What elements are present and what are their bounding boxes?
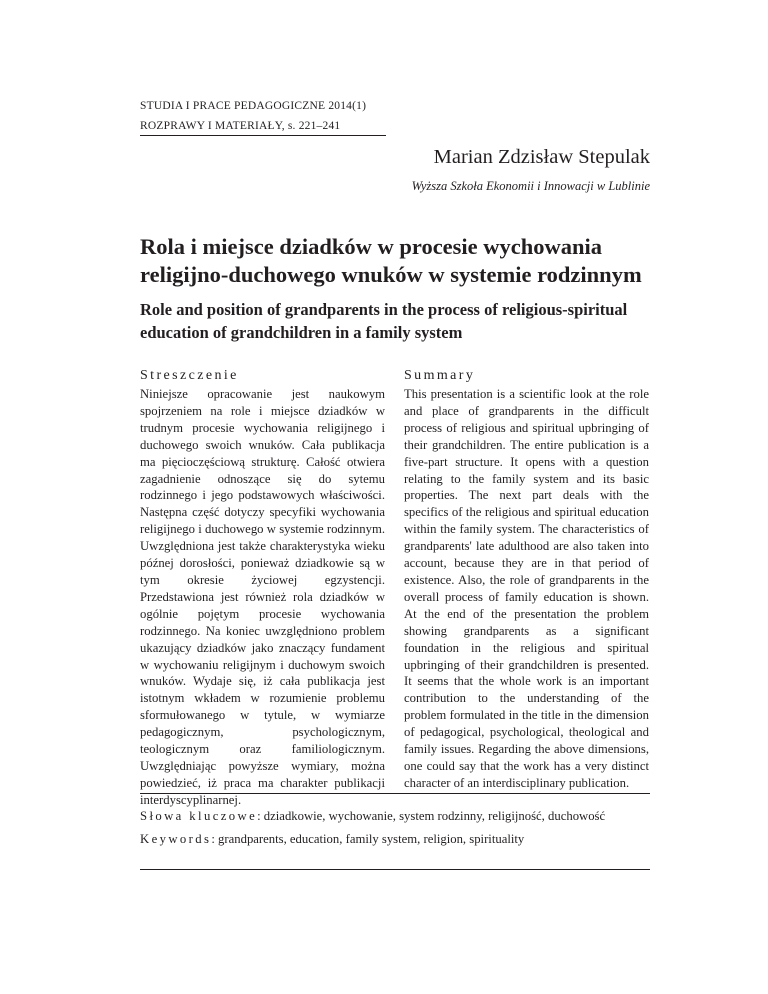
title-polish: Rola i miejsce dziadków w procesie wychowania religijno-duchowego wnuków w systemie rodzinnym [140, 234, 642, 287]
abstract-polish-heading: Streszczenie [140, 368, 239, 383]
author-name: Marian Zdzisław Stepulak [433, 146, 650, 168]
abstract-english [404, 367, 649, 792]
header-divider [140, 135, 386, 136]
author-affiliation: Wyższa Szkoła Ekonomii i Innowacji w Lublinie [411, 179, 650, 193]
keywords-polish [140, 809, 660, 824]
keywords-english-label: Keywords [140, 832, 212, 846]
abstract-english-text: This presentation is a scientific look at the role and place of grandparents in the difficult process of religious and spiritual upbringing of their grandchildren. The entire publication is a five-part structure. It opens with a question relating to the family system and its basic properties. The next part deals with the specifics of the religious and spiritual education within the family system. The characteristics of grandparents' late adulthood are also taken into account, because they are in that period of existence. Also, the role of grandparents in the overall process of family education is shown. At the end of the presentation the problem showing grandparents as a significant foundation in the religious and spiritual upbringing of their grandchildren is presented. It seems that the whole work is an important contribution to the understanding of the problem formulated in the title in the dimension of pedagogical, psychological, theological and family issues. Regarding the above dimensions, one could say that the work has a very distinct character of an interdisciplinary publication. [404, 387, 649, 790]
abstract-english-heading: Summary [404, 368, 476, 383]
abstract-polish-text: Niniejsze opracowanie jest naukowym spojrzeniem na role i miejsce dziadków w trudnym procesie wychowania religijnego i duchowego swoich wnuków. Cała publikacja ma pięcioczęściową strukturę. Całość otwiera zagadnienie odnoszące się do sytemu rodzinnego i jego podstawowych właściwości. Następna część dotyczy specyfiki wychowania religijnego i duchowego w systemie rodzinnym. Uwzględniona jest także charakterystyka wieku późnej dorosłości, ponieważ dziadkowie są w tym okresie życiowej egzystencji. Przedstawiona jest również rola dziadków w ogólnie pojętym procesie wychowania rodzinnego. Na koniec uwzględniono problem ukazujący dziadków jako znaczący fundament w wychowaniu religijnym i duchowym swoich wnuków. Wydaje się, iż cała publikacja jest istotnym wkładem w rozumienie problemu sformułowanego w tytule, w wymiarze pedagogicznym, psychologicznym, teologicznym oraz familiologicznym. Uwzględniając powyższe wymiary, można powiedzieć, iż praca ma charakter publikacji interdyscyplinarnej. [140, 387, 385, 807]
journal-section: ROZPRAWY I MATERIAŁY, s. 221–241 [140, 120, 341, 132]
abstract-polish [140, 367, 385, 809]
keywords-english-values: : grandparents, education, family system, religion, spirituality [211, 832, 525, 846]
keywords-top-divider [140, 793, 650, 794]
keywords-bottom-divider [140, 869, 650, 870]
title-english: Role and position of grandparents in the process of religious-spiritual education of grandchildren in a family system [140, 300, 628, 342]
keywords-polish-label: Słowa kluczowe [140, 809, 258, 823]
keywords-english [140, 832, 660, 847]
keywords-polish-values: : dziadkowie, wychowanie, system rodzinny, religijność, duchowość [257, 809, 606, 823]
journal-name: STUDIA I PRACE PEDAGOGICZNE 2014(1) [140, 100, 367, 112]
journal-header [140, 96, 366, 136]
